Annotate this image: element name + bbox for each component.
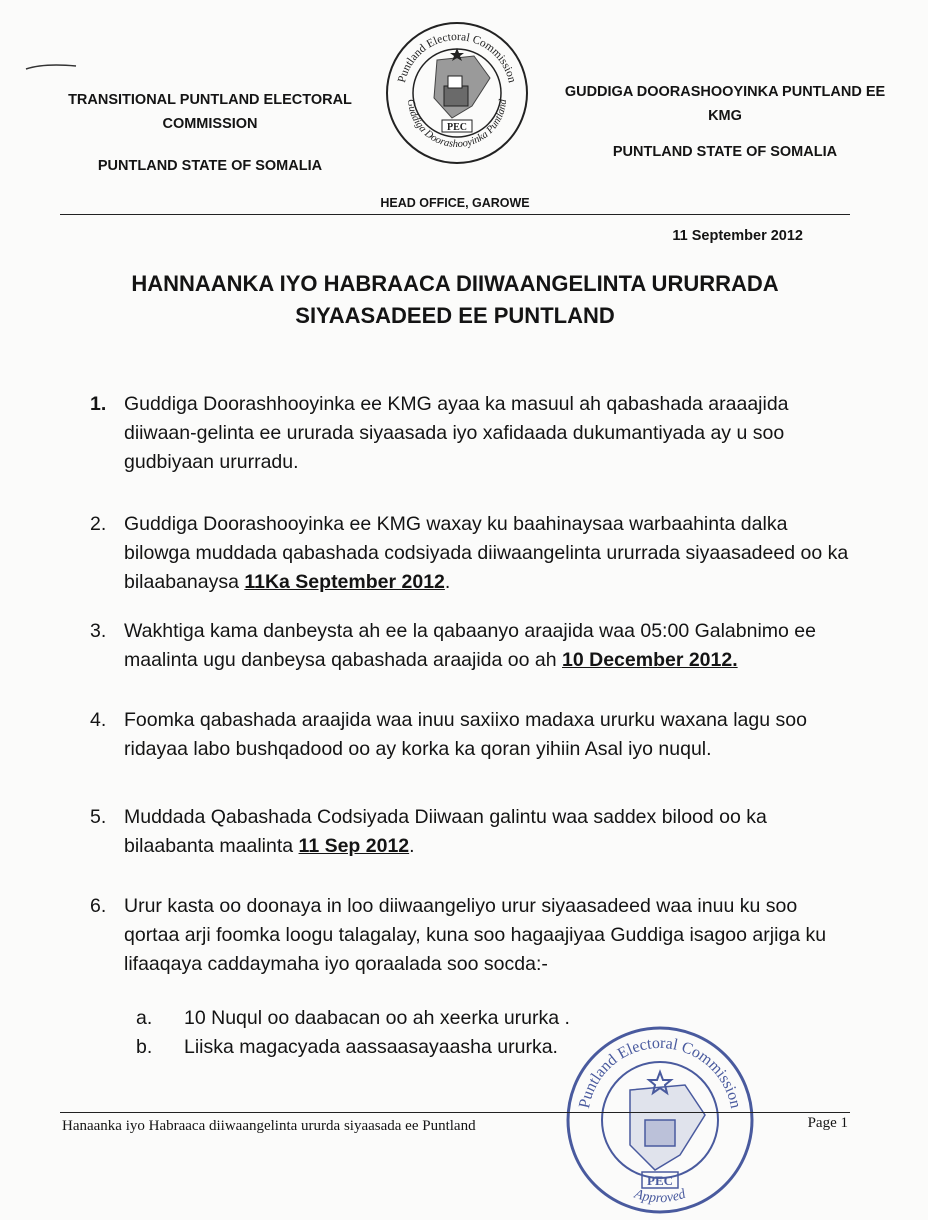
sub-item-text: Liiska magacyada aassaasayaasha ururka. bbox=[184, 1036, 558, 1058]
header-right bbox=[545, 80, 905, 164]
item-text: Urur kasta oo doonaya in loo diiwaangeliyo urur siyaasadeed waa inuu ku soo qortaa arji foomka loogu talagalay, kuna soo hagaajiyaa Guddiga isagoo arjiga ku lifaaqaya caddaymaha iyo qoraalada soo socda:- bbox=[124, 895, 827, 975]
head-office: HEAD OFFICE, GAROWE bbox=[380, 196, 530, 210]
right-org-line2: KMG bbox=[708, 108, 742, 124]
list-item bbox=[90, 510, 850, 597]
item-text: Guddiga Doorashhooyinka ee KMG ayaa ka masuul ah qabashada araaajida diiwaan-gelinta ee ururada siyaasada iyo xafidaada dukumantiyada ay u soo gudbiyaan ururradu. bbox=[124, 393, 789, 473]
document-title bbox=[60, 268, 850, 332]
item-text-end: . bbox=[444, 571, 451, 593]
list-item bbox=[90, 617, 850, 675]
right-state: PUNTLAND STATE OF SOMALIA bbox=[612, 144, 838, 160]
item-number: 2. bbox=[90, 513, 107, 535]
item-text: Foomka qabashada araajida waa inuu saxiixo madaxa ururku waxana lagu soo ridayaa labo bushqadood oo ay korka ka qoran yihiin Asal iyo nuqul. bbox=[124, 709, 807, 760]
pec-approved-stamp bbox=[560, 1020, 760, 1220]
item-number: 3. bbox=[90, 620, 107, 642]
right-org-line1: GUDDIGA DOORASHOOYINKA PUNTLAND EE bbox=[564, 84, 886, 100]
item-text-end: . bbox=[409, 835, 415, 857]
left-org-line2: COMMISSION bbox=[162, 116, 258, 132]
item-text: Guddiga Doorashooyinka ee KMG waxay ku baahinaysaa warbaahinta dalka bilowga muddada qabashada codsiyada diiwaangelinta ururrada siyaasadeed oo ka bilaabanaysa bbox=[124, 513, 849, 593]
sub-list-item bbox=[136, 1004, 570, 1033]
item-number: 1. bbox=[90, 393, 107, 415]
item-date-emphasis: 11Ka September 2012 bbox=[244, 571, 445, 593]
sub-item-letter: b. bbox=[136, 1036, 153, 1058]
svg-text:Guddiga Doorashooyinka Puntlan: Guddiga Doorashooyinka Puntland bbox=[404, 98, 510, 151]
svg-text:PEC: PEC bbox=[447, 122, 467, 133]
list-item bbox=[90, 390, 850, 477]
item-number: 6. bbox=[90, 895, 107, 917]
item-text: Wakhtiga kama danbeysta ah ee la qabaanyo araajida waa 05:00 Galabnimo ee maalinta ugu danbeysa qabashada araajida oo ah bbox=[124, 620, 816, 671]
item-number: 5. bbox=[90, 806, 107, 828]
item-text: Muddada Qabashada Codsiyada Diiwaan galintu waa saddex bilood oo ka bilaabanta maalinta bbox=[124, 806, 767, 857]
pec-seal-logo bbox=[382, 18, 532, 168]
list-item bbox=[90, 892, 850, 979]
svg-text:Puntland Electoral Commission: Puntland Electoral Commission bbox=[576, 1034, 744, 1110]
left-org-line1: TRANSITIONAL PUNTLAND ELECTORAL bbox=[68, 92, 352, 108]
item-number: 4. bbox=[90, 709, 107, 731]
title-line1: HANNAANKA IYO HABRAACA DIIWAANGELINTA URURRADA bbox=[131, 271, 779, 296]
title-line2: SIYAASADEED EE PUNTLAND bbox=[295, 303, 615, 328]
footer-divider bbox=[60, 1112, 850, 1113]
item-date-emphasis: 11 Sep 2012 bbox=[298, 835, 410, 857]
svg-text:Puntland Electoral Commission: Puntland Electoral Commission bbox=[396, 30, 518, 84]
list-item bbox=[90, 706, 850, 764]
left-state: PUNTLAND STATE OF SOMALIA bbox=[97, 158, 323, 174]
list-item bbox=[90, 803, 850, 861]
item-body bbox=[124, 617, 850, 675]
item-date-emphasis: 10 December 2012. bbox=[562, 649, 738, 671]
sub-item-letter: a. bbox=[136, 1007, 153, 1029]
header-divider bbox=[60, 214, 850, 215]
page-number: Page 1 bbox=[807, 1115, 848, 1131]
pen-mark-icon bbox=[24, 60, 78, 74]
sub-item-text: 10 Nuqul oo daabacan oo ah xeerka ururka . bbox=[184, 1007, 570, 1029]
footer-title: Hanaanka iyo Habraaca diiwaangelinta ururda siyaasada ee Puntland bbox=[62, 1118, 476, 1134]
item-body bbox=[124, 510, 850, 597]
document-date: 11 September 2012 bbox=[672, 228, 803, 244]
stamp-pec-label: PEC bbox=[647, 1173, 673, 1188]
sub-list-item bbox=[136, 1033, 558, 1062]
item-body bbox=[124, 803, 850, 861]
header-left bbox=[60, 88, 360, 178]
stamp-approved-text: Approved bbox=[632, 1186, 688, 1207]
